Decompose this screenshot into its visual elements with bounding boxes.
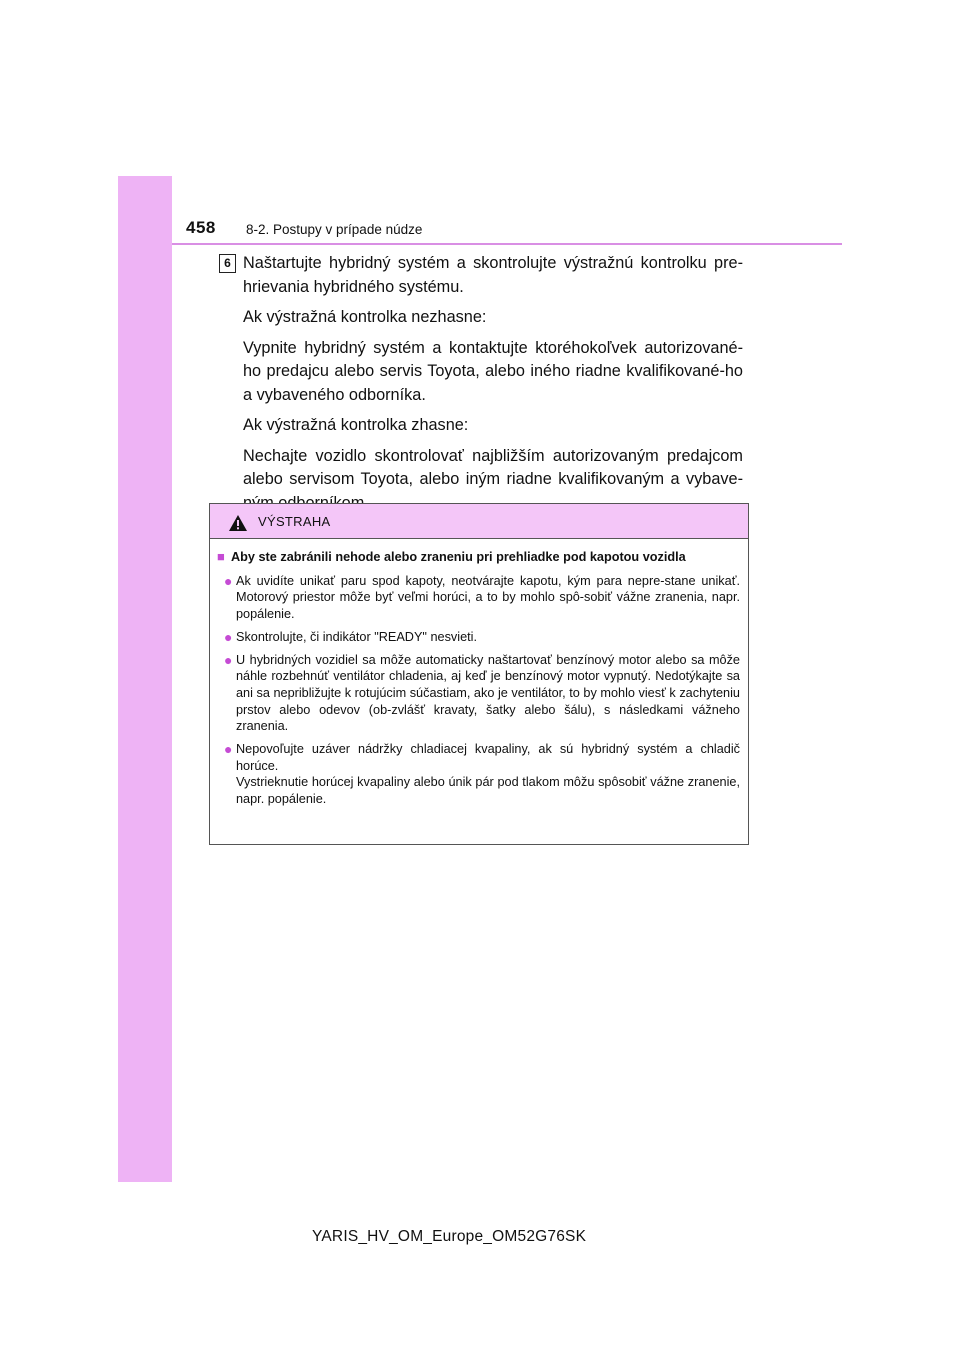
list-item	[224, 629, 740, 646]
square-bullet-icon: ■	[217, 549, 225, 564]
circle-bullet-icon: ●	[224, 651, 233, 668]
warning-box	[209, 503, 749, 845]
warning-header	[210, 504, 748, 539]
step-body	[243, 252, 743, 522]
step-paragraph: Nechajte vozidlo skontrolovať najbližším autorizovaným predajcom alebo servisom Toyota, alebo iným riadne kvalifikovaným a vybave-	[243, 446, 743, 488]
sidebar-strip	[118, 176, 172, 1182]
warning-title: VÝSTRAHA	[258, 513, 331, 529]
step-paragraph: Vypnite hybridný systém a kontaktujte ktoréhokoľvek autorizované-ho predajcu alebo servis Toyota, alebo iného riadne kvalifikované-ho a vybaveného odborníka.	[243, 338, 743, 404]
document-code: YARIS_HV_OM_Europe_OM52G76SK	[312, 1228, 587, 1245]
list-item-text: Skontrolujte, či indikátor "READY" nesvieti.	[236, 629, 478, 644]
list-item	[224, 573, 740, 623]
circle-bullet-icon: ●	[224, 741, 233, 758]
list-item-text: Ak uvidíte unikať paru spod kapoty, neotvárajte kapotu, kým para nepre-stane unikať. Motorový priestor môže byť veľmi horúci, a to by mohlo spô-sobiť vážne zranenia, napr. popálenie.	[236, 573, 740, 622]
circle-bullet-icon: ●	[224, 572, 233, 589]
warning-heading	[217, 549, 740, 566]
section-title: 8-2. Postupy v prípade núdze	[246, 222, 423, 237]
warning-triangle-icon	[228, 514, 248, 532]
list-item	[224, 652, 740, 736]
warning-content	[210, 539, 748, 808]
page-number: 458	[186, 218, 216, 237]
circle-bullet-icon: ●	[224, 628, 233, 645]
list-item-line: Vystrieknutie horúcej kvapaliny alebo únik pár pod tlakom môžu spôsobiť vážne zranenie, napr. popálenie.	[236, 775, 740, 807]
step-paragraph: Naštartujte hybridný systém a skontrolujte výstražnú kontrolku pre-hrievania hybridného systému.	[243, 254, 743, 296]
list-item-text: U hybridných vozidiel sa môže automaticky naštartovať benzínový motor alebo sa môže náhle rozbehnúť ventilátor chladenia, aj keď je benzínový motor vypnutý. Nedotýkajte sa ani sa nepribližujte k rotujúcim súčastiam, ako je ventilátor, to by mohlo viesť k zachyteniu prstov alebo odevov (ob-zvlášť kravaty, šatky alebo šálu), s následkami vážneho zranenia.	[236, 652, 740, 734]
step-paragraph: Ak výstražná kontrolka nezhasne:	[243, 308, 487, 326]
step-paragraph: Ak výstražná kontrolka zhasne:	[243, 416, 469, 434]
list-item-line: Nepovoľujte uzáver nádržky chladiacej kvapaliny, ak sú hybridný systém a chladič horúce.	[236, 742, 740, 773]
step-number-badge: 6	[219, 254, 236, 273]
header-divider	[172, 243, 842, 245]
list-item-text	[236, 741, 740, 808]
list-item	[224, 741, 740, 808]
warning-heading-text: Aby ste zabránili nehode alebo zraneniu pri prehliadke pod kapotou vozidla	[231, 550, 686, 564]
